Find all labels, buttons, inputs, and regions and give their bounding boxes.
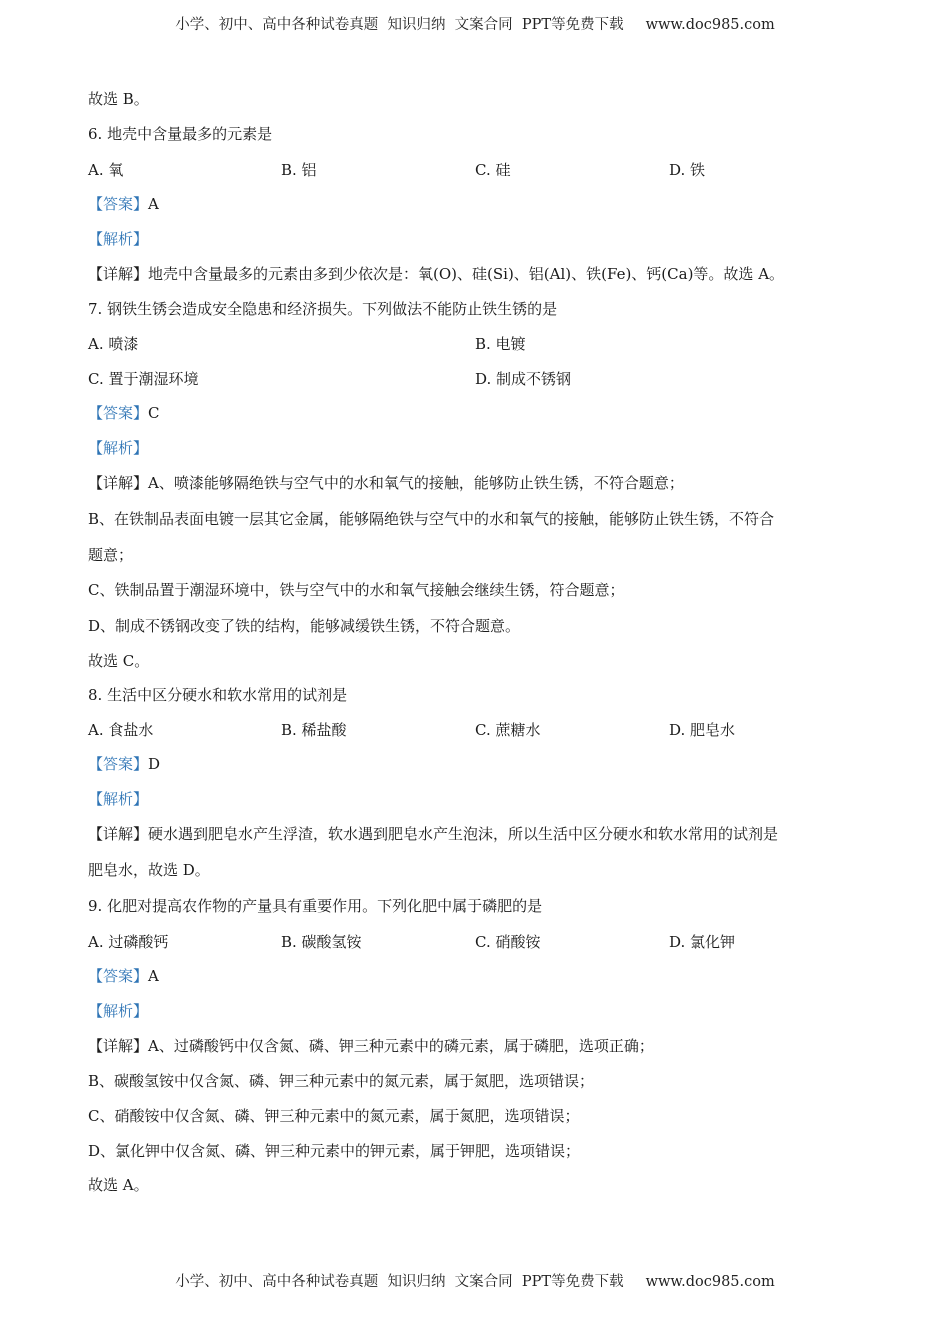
q8-option-a: A. 食盐水: [88, 721, 154, 739]
q8-detail-1-text: 硬水遇到肥皂水产生浮渣，软水遇到肥皂水产生泡沫，所以生活中区分硬水和软水常用的试剂是: [148, 825, 779, 843]
q8-option-d: D. 肥皂水: [669, 721, 736, 739]
q7-option-d: D. 制成不锈钢: [475, 370, 572, 388]
footer-text: 小学、初中、高中各种试卷真题 知识归纳 文案合同 PPT等免费下载: [175, 1274, 624, 1290]
q6-option-b: B. 铝: [281, 161, 317, 179]
q8-detail-2: 肥皂水，故选 D。: [88, 861, 210, 879]
answer-tag: 【答案】: [88, 967, 149, 985]
q6-detail-text: 地壳中含量最多的元素由多到少依次是：氧(O)、硅(Si)、铝(Al)、铁(Fe)、钙(Ca)等。故选 A。: [148, 265, 785, 283]
q6-stem: 6. 地壳中含量最多的元素是: [88, 125, 273, 143]
q7-option-b: B. 电镀: [475, 335, 526, 353]
header-url[interactable]: www.doc985.com: [645, 17, 775, 33]
q7-detail-d: D、制成不锈钢改变了铁的结构，能够减缓铁生锈，不符合题意。: [88, 617, 521, 635]
q7-stem: 7. 钢铁生锈会造成安全隐患和经济损失。下列做法不能防止铁生锈的是: [88, 300, 558, 318]
analysis-tag: 【解析】: [88, 230, 149, 248]
detail-tag: 【详解】: [88, 474, 149, 492]
q8-option-c: C. 蔗糖水: [475, 721, 541, 739]
q9-option-d: D. 氯化钾: [669, 933, 736, 951]
q6-analysis-tag: [88, 228, 148, 250]
detail-tag: 【详解】: [88, 265, 149, 283]
detail-tag: 【详解】: [88, 825, 149, 843]
analysis-tag: 【解析】: [88, 1002, 149, 1020]
q9-detail-b: B、碳酸氢铵中仅含氮、磷、钾三种元素中的氮元素，属于氮肥，选项错误；: [88, 1072, 595, 1090]
footer-url[interactable]: www.doc985.com: [645, 1274, 775, 1290]
q5-conclusion: 故选 B。: [88, 90, 149, 108]
q9-answer-value: A: [148, 967, 159, 985]
q9-option-b: B. 碳酸氢铵: [281, 933, 362, 951]
analysis-tag: 【解析】: [88, 790, 149, 808]
q6-option-c: C. 硅: [475, 161, 511, 179]
q9-analysis-tag: [88, 1000, 148, 1022]
q7-detail-a: [88, 472, 684, 494]
q9-detail-a: [88, 1035, 654, 1057]
q7-answer: [88, 402, 160, 424]
detail-tag: 【详解】: [88, 1037, 149, 1055]
q9-conclusion: 故选 A。: [88, 1176, 149, 1194]
q7-detail-b1: B、在铁制品表面电镀一层其它金属，能够隔绝铁与空气中的水和氧气的接触，能够防止铁生锈，不符合: [88, 510, 775, 528]
answer-tag: 【答案】: [88, 755, 149, 773]
q9-detail-a-text: A、过磷酸钙中仅含氮、磷、钾三种元素中的磷元素，属于磷肥，选项正确；: [148, 1037, 654, 1055]
q9-detail-d: D、氯化钾中仅含氮、磷、钾三种元素中的钾元素，属于钾肥，选项错误；: [88, 1142, 581, 1160]
q9-detail-c: C、硝酸铵中仅含氮、磷、钾三种元素中的氮元素，属于氮肥，选项错误；: [88, 1107, 580, 1125]
q7-option-a: A. 喷漆: [88, 335, 139, 353]
q8-analysis-tag: [88, 788, 148, 810]
q8-answer: [88, 753, 160, 775]
q7-conclusion: 故选 C。: [88, 652, 150, 670]
q6-detail: [88, 263, 784, 285]
page-footer: [0, 1270, 950, 1291]
answer-tag: 【答案】: [88, 404, 149, 422]
q8-stem: 8. 生活中区分硬水和软水常用的试剂是: [88, 686, 348, 704]
q7-answer-value: C: [148, 404, 160, 422]
answer-tag: 【答案】: [88, 195, 149, 213]
q9-option-c: C. 硝酸铵: [475, 933, 541, 951]
page-header: [0, 13, 950, 34]
q7-option-c: C. 置于潮湿环境: [88, 370, 199, 388]
q8-option-b: B. 稀盐酸: [281, 721, 347, 739]
q9-answer: [88, 965, 159, 987]
q6-answer-value: A: [148, 195, 159, 213]
q7-detail-b2: 题意；: [88, 546, 134, 564]
header-text: 小学、初中、高中各种试卷真题 知识归纳 文案合同 PPT等免费下载: [175, 17, 624, 33]
q7-detail-c: C、铁制品置于潮湿环境中，铁与空气中的水和氧气接触会继续生锈，符合题意；: [88, 581, 625, 599]
q8-answer-value: D: [148, 755, 161, 773]
q7-analysis-tag: [88, 437, 148, 459]
q9-option-a: A. 过磷酸钙: [88, 933, 169, 951]
q6-option-a: A. 氧: [88, 161, 124, 179]
q7-detail-a-text: A、喷漆能够隔绝铁与空气中的水和氧气的接触，能够防止铁生锈，不符合题意；: [148, 474, 684, 492]
q6-answer: [88, 193, 159, 215]
analysis-tag: 【解析】: [88, 439, 149, 457]
q6-option-d: D. 铁: [669, 161, 706, 179]
q8-detail-1: [88, 823, 778, 845]
q9-stem: 9. 化肥对提高农作物的产量具有重要作用。下列化肥中属于磷肥的是: [88, 897, 543, 915]
